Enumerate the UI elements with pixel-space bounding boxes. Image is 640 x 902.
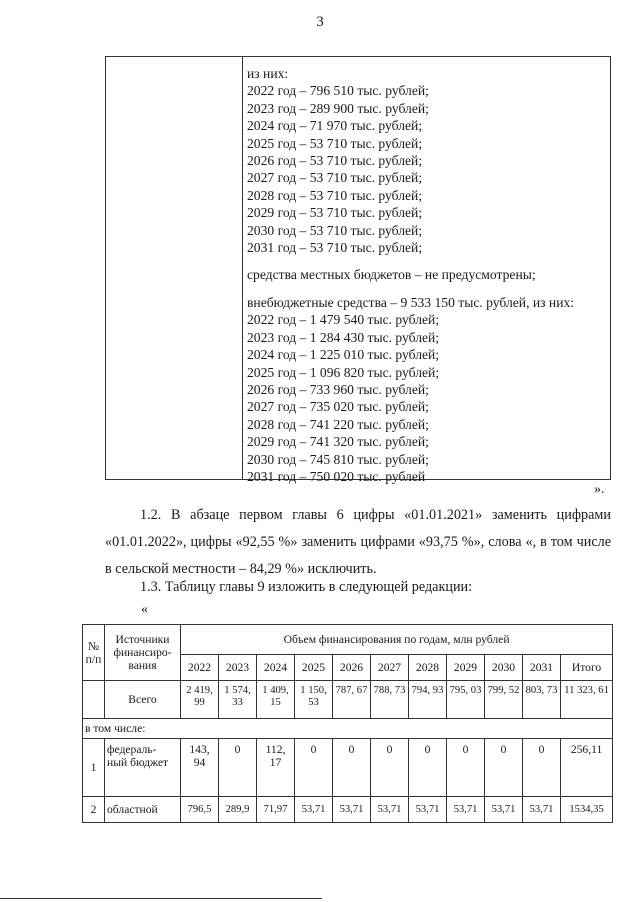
table-cell: 795, 03 [447, 681, 485, 719]
table-cell: 0 [485, 739, 523, 797]
table-cell: 0 [371, 739, 409, 797]
table-cell: 0 [523, 739, 561, 797]
regional-line: 2025 год – 53 710 тыс. рублей; [247, 135, 423, 151]
local-budgets-line: средства местных бюджетов – не предусмотрены; [247, 267, 536, 283]
row-number: 2 [83, 797, 105, 823]
extrabudgetary-line: 2025 год – 1 096 820 тыс. рублей; [247, 364, 440, 380]
table-cell: 0 [447, 739, 485, 797]
financing-table [82, 624, 613, 823]
regional-line: 2022 год – 796 510 тыс. рублей; [247, 83, 429, 99]
row-label: областной [105, 797, 181, 823]
table-cell: 53,71 [295, 797, 333, 823]
regional-line: 2028 год – 53 710 тыс. рублей; [247, 187, 423, 203]
table-cell-total: 11 323, 61 [561, 681, 613, 719]
table-cell: 53,71 [447, 797, 485, 823]
extrabudgetary-line: 2023 год – 1 284 430 тыс. рублей; [247, 329, 440, 345]
table-cell: 1 409, 15 [257, 681, 295, 719]
table-cell: 803, 73 [523, 681, 561, 719]
row-label: федераль- ный бюджет [105, 739, 181, 797]
extrabudgetary-line: 2029 год – 741 320 тыс. рублей; [247, 434, 429, 450]
extrabudgetary-line: 2022 год – 1 479 540 тыс. рублей; [247, 312, 440, 328]
opening-quote: « [141, 602, 148, 617]
table-cell: 53,71 [371, 797, 409, 823]
header-source: Источники финансиро- вания [105, 625, 181, 681]
table-cell: 788, 73 [371, 681, 409, 719]
extrabudgetary-line: 2026 год – 733 960 тыс. рублей; [247, 381, 429, 397]
table-row [83, 719, 613, 739]
regional-line: 2030 год – 53 710 тыс. рублей; [247, 222, 423, 238]
header-number: № п/п [83, 625, 105, 681]
table-cell: 787, 67 [333, 681, 371, 719]
extrabudgetary-line: 2024 год – 1 225 010 тыс. рублей; [247, 347, 440, 363]
table-cell: 0 [219, 739, 257, 797]
continuation-table [105, 56, 611, 484]
extrabudgetary-line: 2031 год – 750 020 тыс. рублей [247, 468, 426, 484]
table-cell: 53,71 [333, 797, 371, 823]
table-cell: 2 419, 99 [181, 681, 219, 719]
year-header: 2023 [219, 655, 257, 681]
row-number: 1 [83, 739, 105, 797]
table-cell: 143, 94 [181, 739, 219, 797]
paragraph-1-3: 1.3. Таблицу главы 9 изложить в следующей редакции: [140, 579, 473, 595]
regional-line: 2026 год – 53 710 тыс. рублей; [247, 153, 423, 169]
table-cell-total: 1534,35 [561, 797, 613, 823]
extrabudgetary-intro: внебюджетные средства – 9 533 150 тыс. рублей, из них: [247, 294, 575, 310]
regional-line: 2023 год – 289 900 тыс. рублей; [247, 100, 429, 116]
row-label: Всего [105, 681, 181, 719]
regional-line: 2029 год – 53 710 тыс. рублей; [247, 205, 423, 221]
regional-intro: из них: [247, 66, 289, 81]
footer-rule [0, 898, 322, 899]
year-header: 2030 [485, 655, 523, 681]
table-cell: 289,9 [219, 797, 257, 823]
table-cell: 1 150, 53 [295, 681, 333, 719]
table-row [83, 739, 613, 797]
table-cell-total: 256,11 [561, 739, 613, 797]
year-header: 2027 [371, 655, 409, 681]
total-header: Итого [561, 655, 613, 681]
year-header: 2031 [523, 655, 561, 681]
year-header: 2022 [181, 655, 219, 681]
year-header: 2026 [333, 655, 371, 681]
table-cell: 0 [295, 739, 333, 797]
year-header: 2025 [295, 655, 333, 681]
closing-quote: ». [594, 482, 605, 497]
regional-line: 2031 год – 53 710 тыс. рублей; [247, 240, 423, 256]
table-cell: 71,97 [257, 797, 295, 823]
table-cell: 53,71 [409, 797, 447, 823]
table-row [83, 797, 613, 823]
header-financing-group: Объем финансирования по годам, млн рублей [181, 625, 613, 655]
table-cell: 1 574, 33 [219, 681, 257, 719]
table-cell: 799, 52 [485, 681, 523, 719]
regional-line: 2024 год – 71 970 тыс. рублей; [247, 118, 423, 134]
including-label: в том числе: [83, 719, 613, 739]
table-cell: 53,71 [485, 797, 523, 823]
extrabudgetary-line: 2030 год – 745 810 тыс. рублей; [247, 451, 429, 467]
paragraph-1-2: 1.2. В абзаце первом главы 6 цифры «01.01.2021» заменить цифрами «01.01.2022», цифры «92,55 %» заменить цифрами «93,75 %», слова «, в том числе в сельской местности – 84,29 %» исключить. [105, 507, 611, 577]
page-number: 3 [316, 14, 324, 30]
table-cell: 794, 93 [409, 681, 447, 719]
extrabudgetary-line: 2028 год – 741 220 тыс. рублей; [247, 416, 429, 432]
regional-line: 2027 год – 53 710 тыс. рублей; [247, 170, 423, 186]
year-header: 2029 [447, 655, 485, 681]
table-cell: 796,5 [181, 797, 219, 823]
table-cell: 0 [409, 739, 447, 797]
table-header-row [83, 625, 613, 655]
extrabudgetary-line: 2027 год – 735 020 тыс. рублей; [247, 399, 429, 415]
table-cell: 0 [333, 739, 371, 797]
table-column-divider [242, 57, 243, 479]
year-header: 2024 [257, 655, 295, 681]
table-cell: 112, 17 [257, 739, 295, 797]
year-header: 2028 [409, 655, 447, 681]
table-row [83, 681, 613, 719]
table-cell: 53,71 [523, 797, 561, 823]
financing-text-cell [247, 65, 606, 485]
